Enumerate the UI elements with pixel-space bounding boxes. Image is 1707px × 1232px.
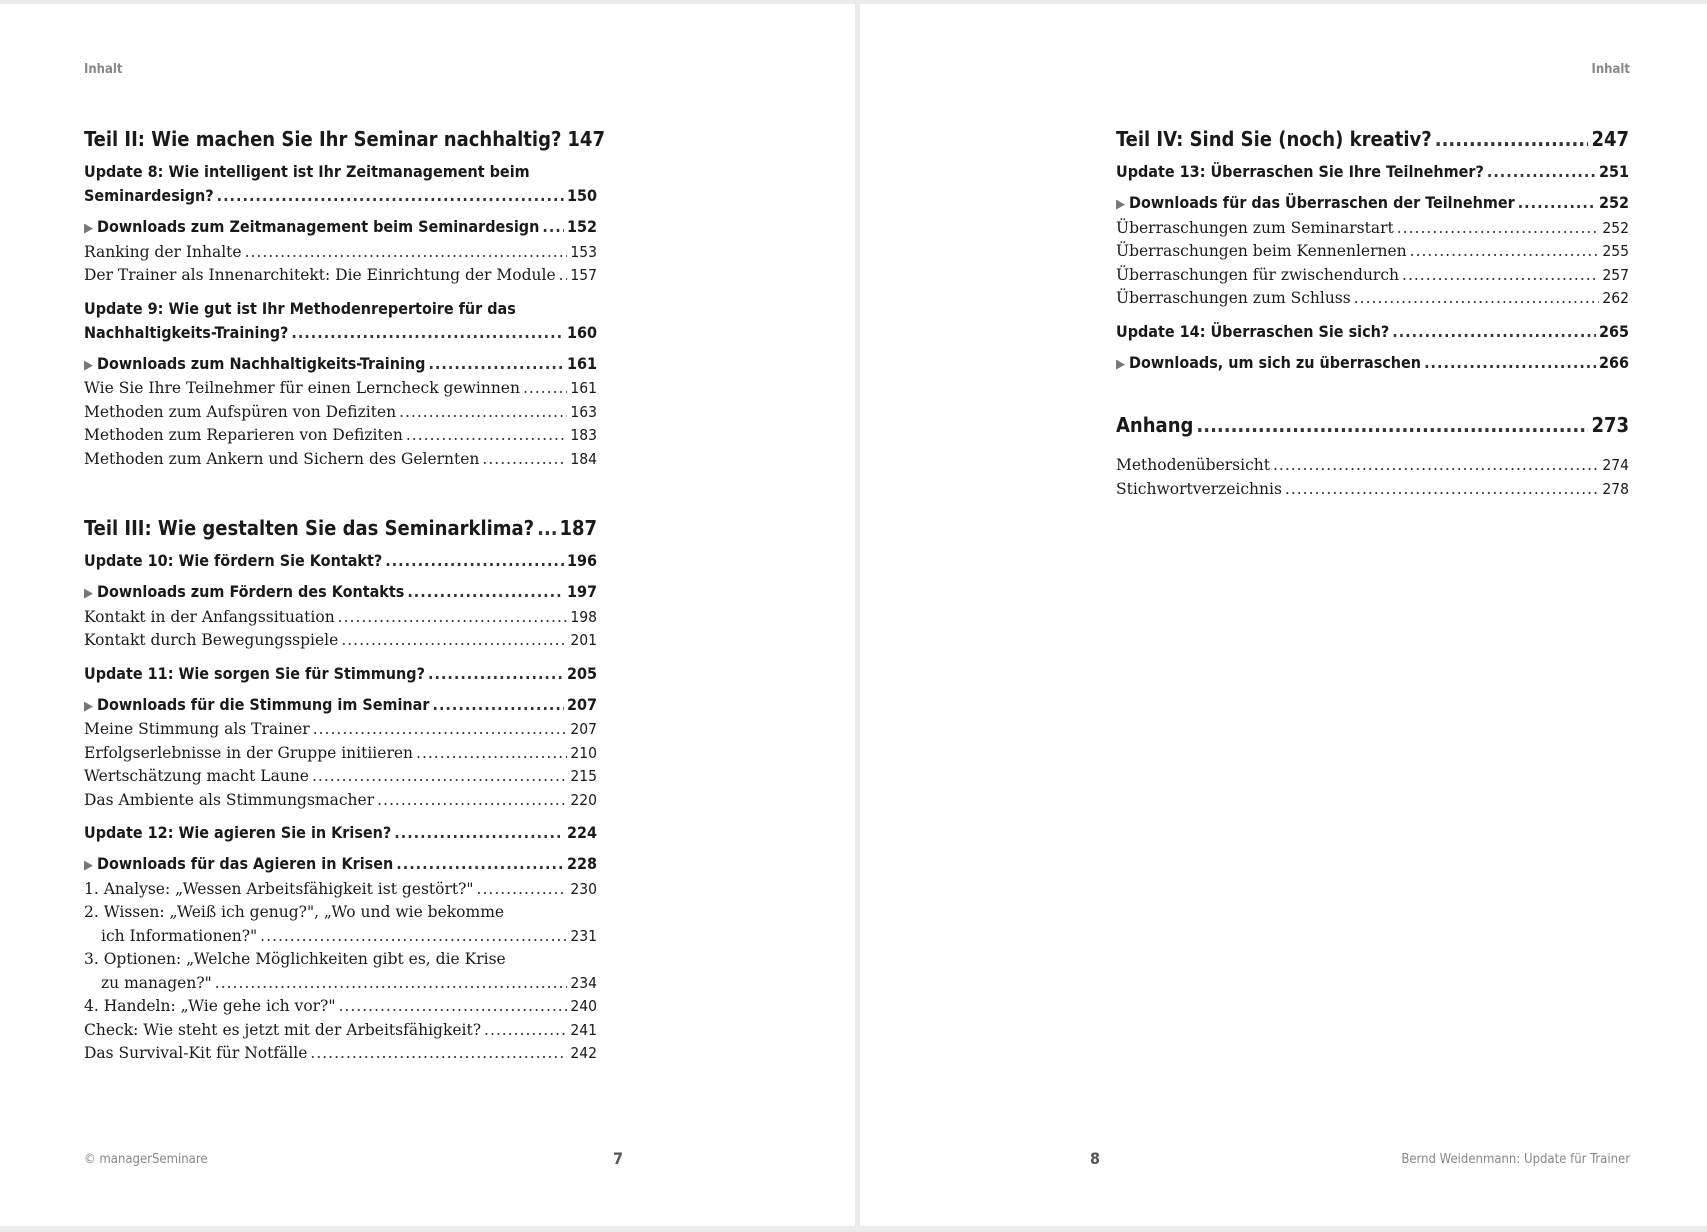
- leader-dots: [542, 215, 564, 239]
- toc-title: Teil III: Wie gestalten Sie das Seminarklima?: [84, 516, 535, 540]
- toc-page: 201: [570, 631, 597, 649]
- toc-title: Downloads, um sich zu überraschen: [1129, 352, 1422, 372]
- toc-title: Überraschungen für zwischendurch: [1116, 265, 1400, 284]
- toc-item[interactable]: [84, 264, 597, 288]
- leader-dots: [406, 424, 568, 448]
- toc-page: 215: [570, 767, 597, 785]
- toc-page: 161: [570, 379, 597, 397]
- toc-page: 255: [1602, 242, 1629, 260]
- leader-dots: [428, 662, 564, 686]
- toc-title: Downloads für die Stimmung im Seminar: [97, 694, 430, 714]
- toc-item[interactable]: [1116, 240, 1629, 264]
- toc-title-line1: Update 8: Wie intelligent ist Ihr Zeitmanagement beim: [84, 162, 530, 181]
- leader-dots: [394, 821, 564, 845]
- leader-dots: [245, 241, 568, 265]
- toc-page: 147: [567, 127, 605, 151]
- leader-dots: [1397, 217, 1600, 241]
- toc-item[interactable]: [84, 377, 597, 401]
- leader-dots: [291, 321, 564, 345]
- right-page: [860, 4, 1707, 1226]
- toc-downloads-item[interactable]: [84, 215, 597, 241]
- toc-page: 252: [1602, 218, 1629, 237]
- toc-page: 224: [566, 823, 597, 842]
- toc-title-line2: zu managen?": [101, 973, 212, 992]
- toc-title: Update 12: Wie agieren Sie in Krisen?: [84, 823, 392, 842]
- leader-dots: [338, 606, 568, 630]
- toc-title: Teil II: Wie machen Sie Ihr Seminar nachhaltig?: [84, 127, 562, 151]
- toc-page: 184: [570, 449, 597, 468]
- leader-dots: [215, 972, 568, 996]
- leader-dots: [407, 580, 564, 604]
- toc-item[interactable]: [1116, 454, 1629, 478]
- toc-title: Meine Stimmung als Trainer: [84, 720, 310, 738]
- toc-title: 1. Analyse: „Wessen Arbeitsfähigkeit ist gestört?": [84, 879, 474, 898]
- toc-downloads-item[interactable]: [84, 580, 597, 606]
- toc-title: Downloads zum Fördern des Kontakts: [97, 582, 405, 601]
- leader-dots: [428, 352, 564, 376]
- toc-item[interactable]: [84, 629, 597, 653]
- leader-dots: [1285, 478, 1599, 502]
- leader-dots: [1273, 454, 1599, 478]
- leader-dots: [1424, 351, 1596, 375]
- toc-part-4[interactable]: [1116, 126, 1629, 152]
- leader-dots: [312, 765, 567, 789]
- toc-title: Downloads für das Agieren in Krisen: [97, 854, 394, 873]
- toc-title: Update 11: Wie sorgen Sie für Stimmung?: [84, 663, 425, 683]
- toc-title: Überraschungen beim Kennenlernen: [1116, 242, 1407, 260]
- toc-item[interactable]: [84, 878, 597, 902]
- toc-page: 265: [1598, 321, 1629, 341]
- leader-dots: [313, 718, 568, 742]
- toc-appendix[interactable]: [1116, 412, 1629, 438]
- leader-dots: [1402, 264, 1599, 288]
- toc-item[interactable]: [84, 606, 597, 630]
- toc-part-2[interactable]: [84, 126, 605, 152]
- toc-page: 274: [1602, 456, 1629, 474]
- triangle-right-icon: ▶: [1116, 197, 1125, 212]
- leader-dots: [1410, 240, 1600, 264]
- toc-title: Ranking der Inhalte: [84, 242, 242, 261]
- leader-dots: [217, 184, 564, 208]
- toc-item[interactable]: [1116, 287, 1629, 311]
- toc-title: Kontakt durch Bewegungsspiele: [84, 631, 339, 649]
- toc-title: Das Survival-Kit für Notfälle: [84, 1044, 308, 1062]
- toc-page: 150: [566, 186, 597, 205]
- toc-title: Erfolgserlebnisse in der Gruppe initiieren: [84, 743, 414, 762]
- toc-page: 262: [1602, 289, 1629, 307]
- toc-page: 205: [566, 663, 597, 683]
- leader-dots: [1487, 160, 1596, 184]
- toc-page: 197: [566, 582, 597, 601]
- leader-dots: [399, 401, 567, 425]
- toc-page: 251: [1598, 162, 1629, 181]
- leader-dots: [1196, 412, 1588, 438]
- toc-update-12[interactable]: [84, 821, 597, 845]
- triangle-right-icon: ▶: [84, 698, 93, 714]
- toc-title: Check: Wie steht es jetzt mit der Arbeitsfähigkeit?: [84, 1020, 482, 1039]
- toc-title: Downloads für das Überraschen der Teilnehmer: [1129, 193, 1515, 212]
- triangle-right-icon: ▶: [84, 357, 93, 373]
- toc-title: Teil IV: Sind Sie (noch) kreativ?: [1116, 127, 1432, 151]
- leader-dots: [1518, 191, 1596, 215]
- page-number: 7: [613, 1149, 624, 1168]
- toc-title: Der Trainer als Innenarchitekt: Die Einrichtung der Module: [84, 266, 556, 284]
- toc-title: 4. Handeln: „Wie gehe ich vor?": [84, 997, 336, 1015]
- toc-update-14[interactable]: [1116, 320, 1629, 344]
- toc-part-3[interactable]: [84, 515, 597, 541]
- leader-dots: [377, 789, 567, 813]
- toc-page: 234: [570, 973, 597, 992]
- toc-title-line2: Seminardesign?: [84, 186, 214, 205]
- toc-title-line1: 2. Wissen: „Weiß ich genug?", „Wo und wie bekomme: [84, 903, 505, 921]
- toc-title: Methoden zum Reparieren von Defiziten: [84, 426, 403, 444]
- running-head: Inhalt: [1591, 62, 1630, 77]
- toc-page: 230: [570, 879, 597, 898]
- toc-page: 242: [570, 1044, 597, 1062]
- toc-downloads-item[interactable]: [84, 852, 597, 878]
- toc-page: 240: [570, 997, 597, 1015]
- triangle-right-icon: ▶: [1116, 356, 1125, 372]
- toc-update-13[interactable]: [1116, 160, 1629, 184]
- toc-title: Anhang: [1116, 413, 1194, 437]
- toc-update-8[interactable]: [84, 160, 597, 208]
- toc-title: Methoden zum Ankern und Sichern des Gelernten: [84, 449, 480, 468]
- footer-book-title: Bernd Weidenmann: Update für Trainer: [1401, 1152, 1630, 1167]
- toc-title: Wie Sie Ihre Teilnehmer für einen Lerncheck gewinnen: [84, 379, 520, 397]
- toc-item[interactable]: [84, 1019, 597, 1043]
- toc-item[interactable]: [84, 448, 597, 472]
- toc-page: 207: [570, 720, 597, 738]
- leader-dots: [1435, 126, 1589, 152]
- leader-dots: [432, 693, 563, 717]
- toc-page: 207: [566, 694, 597, 714]
- toc-title: Methoden zum Aufspüren von Defiziten: [84, 402, 397, 421]
- toc-page: 231: [570, 926, 597, 945]
- toc-item[interactable]: [1116, 217, 1629, 241]
- toc-title-line1: 3. Optionen: „Welche Möglichkeiten gibt es, die Krise: [84, 950, 506, 968]
- toc-page: 196: [566, 551, 597, 570]
- toc-item[interactable]: [1116, 264, 1629, 288]
- table-of-contents: [84, 126, 605, 1066]
- leader-dots: [1392, 320, 1596, 344]
- leader-dots: [1354, 287, 1600, 311]
- toc-title: Update 13: Überraschen Sie Ihre Teilnehmer?: [1116, 162, 1484, 181]
- toc-item[interactable]: [84, 901, 597, 948]
- toc-page: 273: [1591, 413, 1629, 437]
- toc-page: 241: [570, 1020, 597, 1039]
- toc-title: Kontakt in der Anfangssituation: [84, 607, 335, 626]
- toc-item[interactable]: [84, 401, 597, 425]
- leader-dots: [477, 878, 568, 902]
- table-of-contents: [1116, 126, 1629, 501]
- toc-title: Methodenübersicht: [1116, 456, 1270, 474]
- toc-item[interactable]: [84, 424, 597, 448]
- toc-page: 257: [1602, 265, 1629, 284]
- toc-title: Stichwortverzeichnis: [1116, 479, 1282, 498]
- triangle-right-icon: ▶: [84, 221, 93, 236]
- toc-title: Update 14: Überraschen Sie sich?: [1116, 321, 1390, 341]
- toc-page: 187: [559, 516, 597, 540]
- toc-downloads-item[interactable]: [84, 693, 597, 719]
- toc-item[interactable]: [1116, 478, 1629, 502]
- toc-title: Downloads zum Nachhaltigkeits-Training: [97, 353, 426, 373]
- toc-page: 198: [570, 607, 597, 626]
- leader-dots: [260, 925, 567, 949]
- toc-item[interactable]: [84, 995, 597, 1019]
- running-head: Inhalt: [84, 62, 123, 77]
- leader-dots: [482, 448, 567, 472]
- toc-item[interactable]: [84, 789, 597, 813]
- toc-update-11[interactable]: [84, 662, 597, 686]
- toc-item[interactable]: [84, 241, 597, 265]
- leader-dots: [537, 515, 556, 541]
- toc-page: 153: [570, 242, 597, 261]
- toc-page: 278: [1602, 479, 1629, 498]
- toc-page: 152: [566, 217, 597, 236]
- toc-page: 247: [1591, 127, 1629, 151]
- toc-item[interactable]: [84, 948, 597, 995]
- triangle-right-icon: ▶: [84, 586, 93, 601]
- toc-item[interactable]: [84, 742, 597, 766]
- toc-title-line2: ich Informationen?": [101, 926, 258, 945]
- toc-title-line2: Nachhaltigkeits-Training?: [84, 322, 289, 342]
- toc-item[interactable]: [84, 718, 597, 742]
- leader-dots: [484, 1019, 567, 1043]
- toc-title: Downloads zum Zeitmanagement beim Seminardesign: [97, 217, 540, 236]
- toc-page: 210: [570, 743, 597, 762]
- leader-dots: [559, 264, 568, 288]
- toc-page: 160: [566, 322, 597, 342]
- leader-dots: [385, 549, 564, 573]
- footer-copyright: © managerSeminare: [84, 1152, 208, 1167]
- toc-title: Das Ambiente als Stimmungsmacher: [84, 790, 375, 809]
- left-page: [0, 4, 855, 1226]
- toc-title: Update 10: Wie fördern Sie Kontakt?: [84, 551, 383, 570]
- toc-page: 252: [1598, 193, 1629, 212]
- triangle-right-icon: ▶: [84, 858, 93, 873]
- leader-dots: [341, 629, 567, 653]
- leader-dots: [310, 1042, 567, 1066]
- toc-downloads-item[interactable]: [84, 352, 597, 378]
- leader-dots: [416, 742, 567, 766]
- toc-title: Überraschungen zum Seminarstart: [1116, 218, 1394, 237]
- toc-page: 161: [566, 353, 597, 373]
- toc-update-9[interactable]: [84, 297, 597, 345]
- toc-title: Überraschungen zum Schluss: [1116, 289, 1351, 307]
- toc-downloads-item[interactable]: [1116, 351, 1629, 377]
- toc-page: 163: [570, 402, 597, 421]
- toc-page: 183: [570, 426, 597, 444]
- toc-item[interactable]: [84, 1042, 597, 1066]
- leader-dots: [396, 852, 564, 876]
- toc-page: 220: [570, 790, 597, 809]
- leader-dots: [339, 995, 568, 1019]
- leader-dots: [523, 377, 567, 401]
- toc-page: 157: [570, 266, 597, 284]
- toc-update-10[interactable]: [84, 549, 597, 573]
- toc-title: Wertschätzung macht Laune: [84, 767, 309, 785]
- page-number: 8: [1090, 1149, 1101, 1168]
- toc-downloads-item[interactable]: [1116, 191, 1629, 217]
- toc-item[interactable]: [84, 765, 597, 789]
- toc-title-line1: Update 9: Wie gut ist Ihr Methodenrepertoire für das: [84, 298, 516, 318]
- toc-page: 228: [566, 854, 597, 873]
- toc-page: 266: [1598, 352, 1629, 372]
